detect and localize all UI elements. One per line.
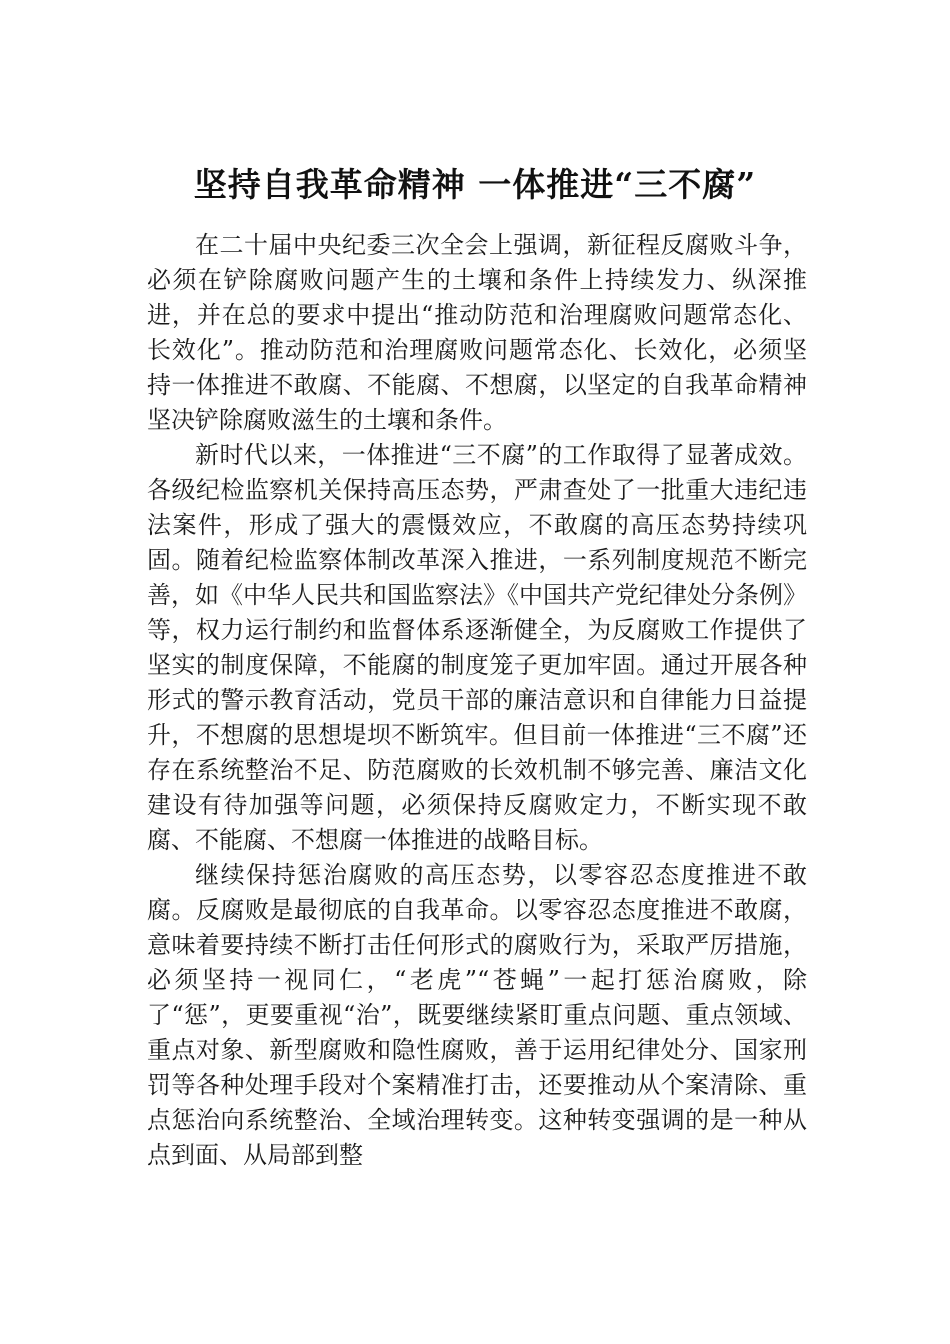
paragraph-zero-tolerance: 继续保持惩治腐败的高压态势，以零容忍态度推进不敢腐。反腐败是最彻底的自我革命。以零容忍态度推进不敢腐，意味着要持续不断打击任何形式的腐败行为，采取严厉措施，必须坚持一视同仁，“老虎”“苍蝇”一起打惩治腐败，除了“惩”，更要重视“治”，既要继续紧盯重点问题、重点领域、重点对象、新型腐败和隐性腐败，善于运用纪律处分、国家刑罚等各种处理手段对个案精准打击，还要推动从个案清除、重点惩治向系统整治、全域治理转变。这种转变强调的是一种从点到面、从局部到整 [147, 861, 807, 1169]
document-title: 坚持自我革命精神 一体推进“三不腐” [193, 165, 757, 204]
paragraph-achievements: 新时代以来，一体推进“三不腐”的工作取得了显著成效。各级纪检监察机关保持高压态势，严肃查处了一批重大违纪违法案件，形成了强大的震慑效应，不敢腐的高压态势持续巩固。随着纪检监察体制改革深入推进，一系列制度规范不断完善，如《中华人民共和国监察法》《中国共产党纪律处分条例》等，权力运行制约和监督体系逐渐健全，为反腐败工作提供了坚实的制度保障，不能腐的制度笼子更加牢固。通过开展各种形式的警示教育活动，党员干部的廉洁意识和自律能力日益提升，不想腐的思想堤坝不断筑牢。但目前一体推进“三不腐”还存在系统整治不足、防范腐败的长效机制不够完善、廉洁文化建设有待加强等问题，必须保持反腐败定力，不断实现不敢腐、不能腐、不想腐一体推进的战略目标。 [147, 441, 807, 854]
paragraph-intro: 在二十届中央纪委三次全会上强调，新征程反腐败斗争，必须在铲除腐败问题产生的土壤和条件上持续发力、纵深推进，并在总的要求中提出“推动防范和治理腐败问题常态化、长效化”。推动防范和治理腐败问题常态化、长效化，必须坚持一体推进不敢腐、不能腐、不想腐，以坚定的自我革命精神坚决铲除腐败滋生的土壤和条件。 [147, 231, 807, 434]
document-body [147, 228, 807, 1173]
